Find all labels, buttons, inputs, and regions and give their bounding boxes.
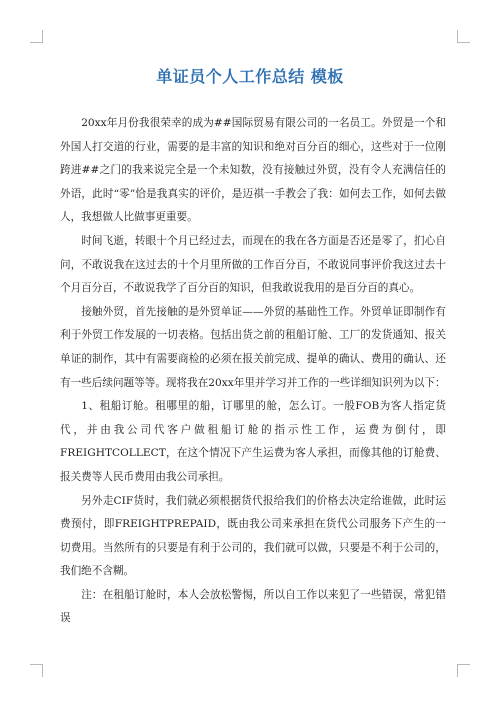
crop-mark-top-right [457,30,470,43]
crop-mark-bottom-left [30,664,43,677]
paragraph-cif: 另外走CIF货时，我们就必须根据货代报给我们的价格去决定给谁做，此时运费预付，即FREIGHTPREPAID，既由我公司来承担在货代公司服务下产生的一切费用。当然所有的只要是有利于公司的，我们就可以做，只要是不利于公司的，我们绝不含糊。 [60,494,446,578]
paragraph-note: 注：在租船订舱时，本人会放松警惕，所以自工作以来犯了一些错误，常犯错误 [60,588,446,625]
document-title: 单证员个人工作总结 模板 [156,67,344,86]
paragraph-shipping-booking: 1、租船订舱。租哪里的船，订哪里的舱，怎么订。一般FOB为客人指定货代，并由我公司代客户做租船订舱的指示性工作，运费为倒付，即FREIGHTCOLLECT，在这个情况下产生运费为客人承担，而像其他的订舱费、报关费等人民币费用由我公司承担。 [60,400,446,483]
crop-mark-bottom-right [457,664,470,677]
paragraph-documents-overview: 接触外贸，首先接触的是外贸单证——外贸的基础性工作。外贸单证即制作有利于外贸工作发展的一切表格。包括出货之前的租船订舱、工厂的发货通知、报关单证的制作，其中有需要商检的必须在报关前完成、提单的确认、费用的确认、还有一些后续问题等等。现将我在20xx年里并学习并工作的一些详细知识列为以下： [60,305,446,389]
paragraph-intro: 20xx年月份我很荣幸的成为##国际贸易有限公司的一名员工。外贸是一个和外国人打交道的行业，需要的是丰富的知识和绝对百分百的细心，这些对于一位刚跨进##之门的我来说完全是一个未知数，没有接触过外贸，没有令人充满信任的外语，此时“零”恰是我真实的评价，是迈祺一手教会了我：如何去工作，如何去做人，我想做人比做事更重要。 [60,117,446,224]
document-body [60,112,446,631]
crop-mark-top-left [30,30,43,43]
paragraph-reflection: 时间飞逝，转眼十个月已经过去，而现在的我在各方面是否还是零了，扪心自问，不敢说我在这过去的十个月里所做的工作百分百，不敢说同事评价我这过去十个月百分百，不敢说我学了百分百的知识，但我敢说我用的是百分百的真心。 [60,234,446,295]
